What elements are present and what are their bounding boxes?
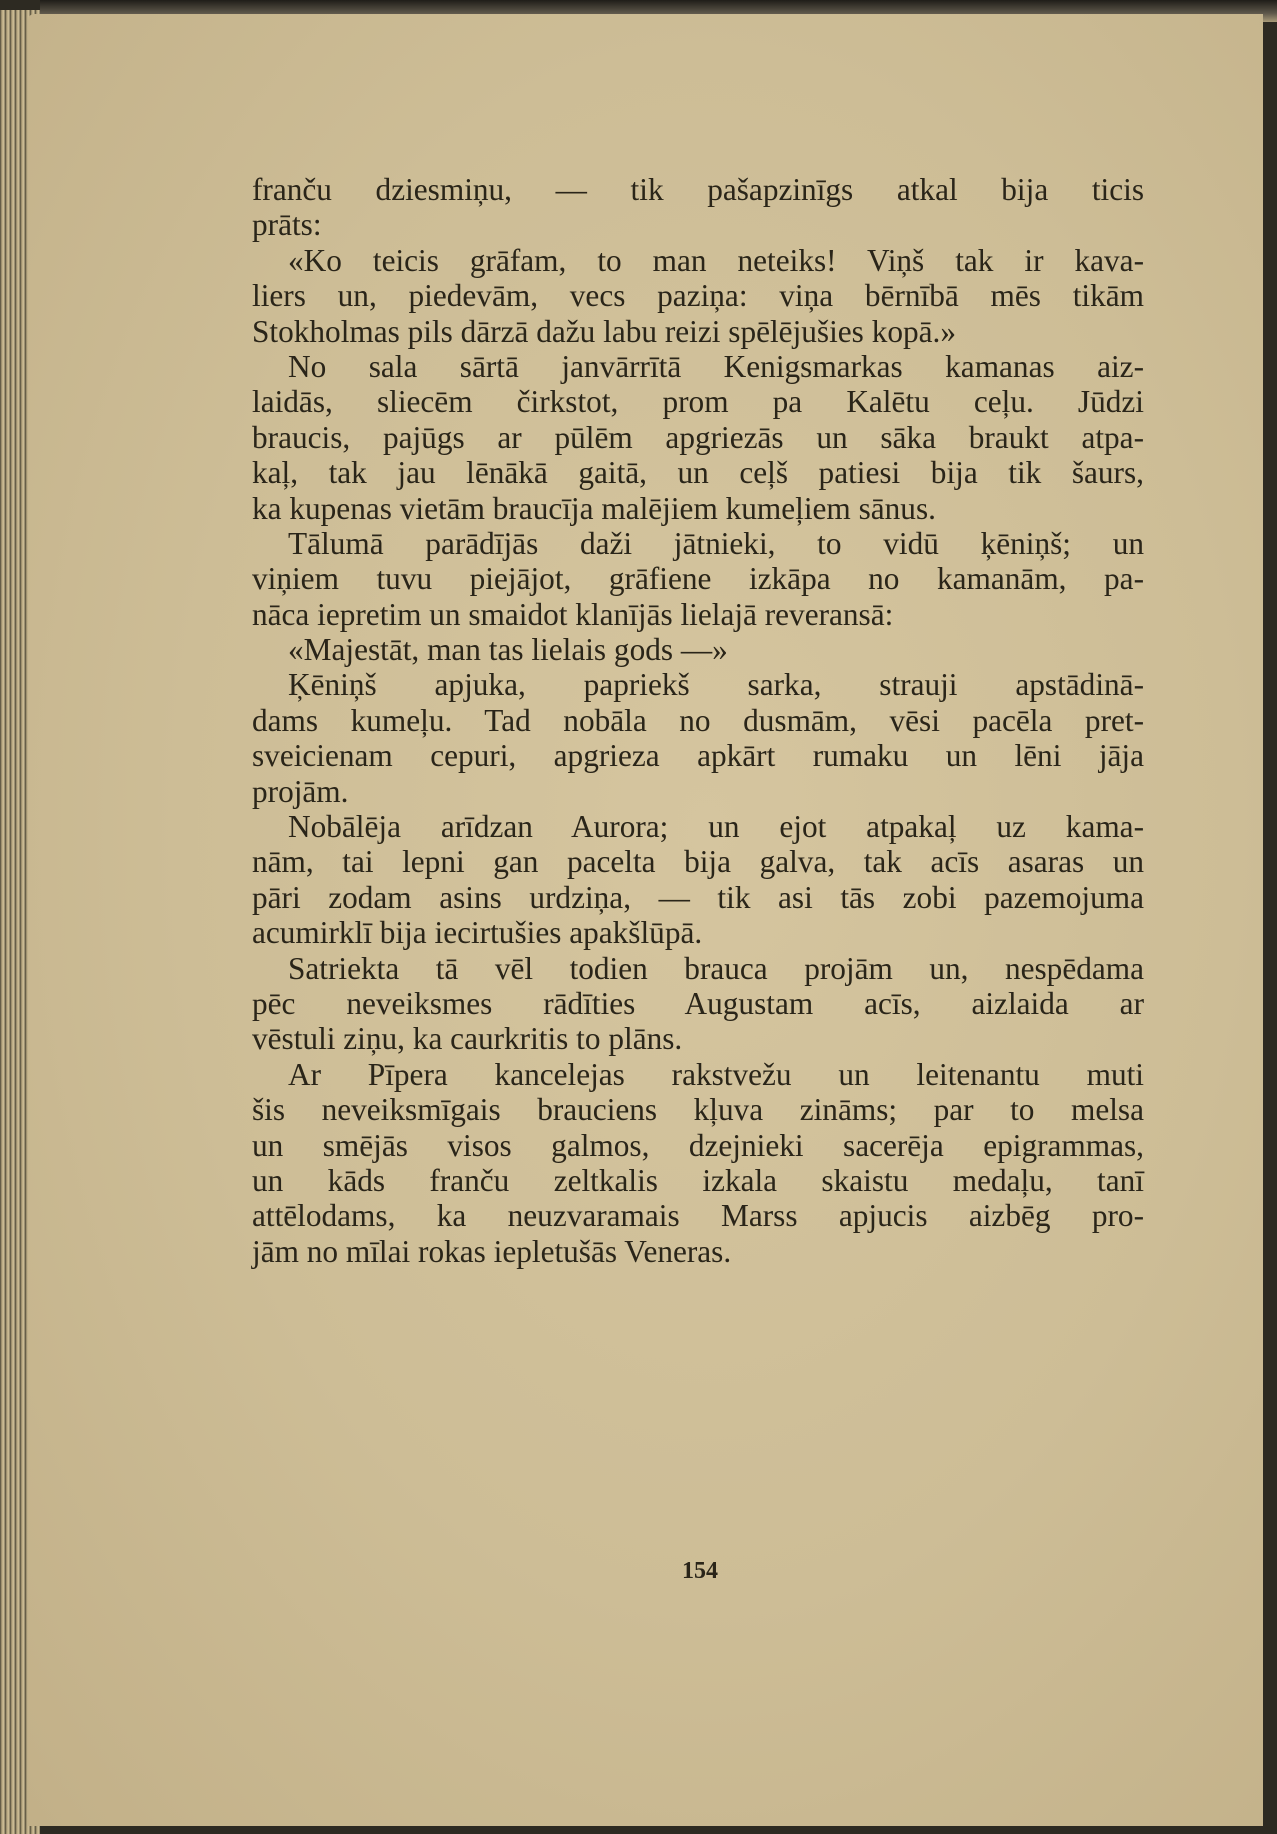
text-line: liers un, piedevām, vecs paziņa: viņa bērnībā mēs tikām bbox=[252, 278, 1144, 314]
text-line: nāca iepretim un smaidot klanījās lielajā reveransā: bbox=[252, 596, 894, 632]
text-line: jām no mīlai rokas iepletušās Veneras. bbox=[252, 1233, 732, 1269]
text-line: šis neveiksmīgais brauciens kļuva zināms; par to melsa bbox=[252, 1092, 1144, 1128]
text-line: dams kumeļu. Tad nobāla no dusmām, vēsi pacēla pret- bbox=[252, 702, 1144, 738]
text-line: Stokholmas pils dārzā dažu labu reizi spēlējušies kopā.» bbox=[252, 313, 956, 349]
text-line: projām. bbox=[252, 773, 349, 809]
text-line: ka kupenas vietām braucīja malējiem kumeļiem sānus. bbox=[252, 490, 936, 526]
text-line: un kāds franču zeltkalis izkala skaistu medaļu, tanī bbox=[252, 1162, 1144, 1198]
text-line: kaļ, tak jau lēnākā gaitā, un ceļš patiesi bija tik šaurs, bbox=[252, 455, 1144, 491]
text-line: vēstuli ziņu, ka caurkritis to plāns. bbox=[252, 1021, 683, 1057]
text-line: sveicienam cepuri, apgrieza apkārt rumaku un lēni jāja bbox=[252, 738, 1144, 774]
text-line: pāri zodam asins urdziņa, — tik asi tās zobi pazemojuma bbox=[252, 879, 1144, 915]
body-text bbox=[252, 172, 1144, 1269]
text-line: «Ko teicis grāfam, to man neteiks! Viņš tak ir kava- bbox=[288, 242, 1144, 278]
text-line: braucis, pajūgs ar pūlēm apgriezās un sāka braukt atpa- bbox=[252, 419, 1144, 455]
text-line: viņiem tuvu piejājot, grāfiene izkāpa no kamanām, pa- bbox=[252, 561, 1144, 597]
text-line: Satriekta tā vēl todien brauca projām un, nespēdama bbox=[288, 950, 1144, 986]
text-line: pēc neveiksmes rādīties Augustam acīs, aizlaida ar bbox=[252, 985, 1144, 1021]
text-line: acumirklī bija iecirtušies apakšlūpā. bbox=[252, 915, 703, 951]
text-line: No sala sārtā janvārrītā Kenigsmarkas kamanas aiz- bbox=[288, 348, 1144, 384]
text-line: Ar Pīpera kancelejas rakstvežu un leitenantu muti bbox=[288, 1056, 1144, 1092]
text-line: attēlodams, ka neuzvaramais Marss apjucis aizbēg pro- bbox=[252, 1198, 1144, 1234]
page-number: 154 bbox=[682, 1558, 718, 1584]
text-line: «Majestāt, man tas lielais gods —» bbox=[288, 632, 728, 668]
text-line: laidās, sliecēm čirkstot, prom pa Kalētu ceļu. Jūdzi bbox=[252, 384, 1144, 420]
text-line: prāts: bbox=[252, 207, 322, 243]
text-line: Tālumā parādījās daži jātnieki, to vidū ķēniņš; un bbox=[288, 525, 1144, 561]
text-line: Nobālēja arīdzan Aurora; un ejot atpakaļ uz kama- bbox=[288, 809, 1144, 845]
text-line: nām, tai lepni gan pacelta bija galva, tak acīs asaras un bbox=[252, 844, 1144, 880]
text-line: franču dziesmiņu, — tik pašapzinīgs atkal bija ticis bbox=[252, 172, 1144, 207]
text-line: un smējās visos galmos, dzejnieki sacerēja epigrammas, bbox=[252, 1127, 1144, 1163]
text-line: Ķēniņš apjuka, papriekš sarka, strauji apstādinā- bbox=[288, 667, 1144, 703]
